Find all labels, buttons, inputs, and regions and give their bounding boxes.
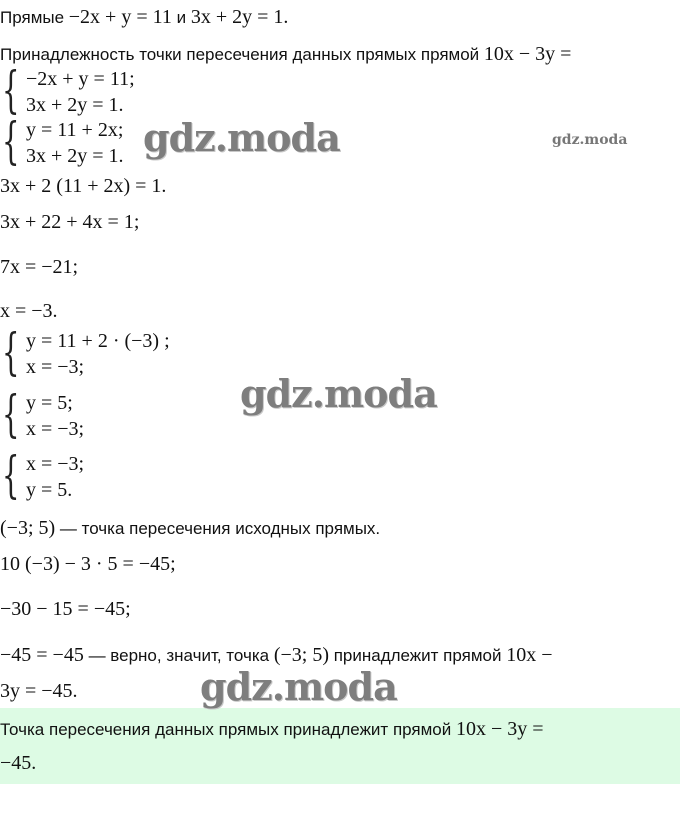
system-3-line-2: x = −3; [26,356,85,378]
brace-icon: { [2,446,20,504]
point-description: — точка пересечения исходных прямых. [55,519,381,538]
system-1-line-2: 3x + 2y = 1. [26,94,124,116]
system-2-line-2: 3x + 2y = 1. [26,145,124,167]
answer-equation-b: −45. [0,752,37,774]
step-solve-x: x = −3. [0,300,58,322]
verify-equation: −45 = −45 [0,644,84,666]
step-check-substitution: 10 (−3) − 3 · 5 = −45; [0,553,176,575]
answer-box [0,708,680,784]
problem-prefix: Прямые [0,8,69,27]
watermark-logo: gdz.moda [240,371,437,416]
verify-text-2: принадлежит прямой [328,646,507,665]
verify-coords: (−3; 5) [273,644,329,666]
brace-icon: { [2,112,20,170]
intersection-point-line [0,517,380,540]
step-combine: 7x = −21; [0,256,79,278]
answer-equation-a: 10x − 3y = [455,718,544,740]
watermark-logo-small: gdz.moda [552,132,628,148]
system-5 [0,446,300,504]
step-check-simplify: −30 − 15 = −45; [0,598,131,620]
step-substitution: 3x + 2 (11 + 2x) = 1. [0,175,167,197]
system-4-line-2: x = −3; [26,418,85,440]
system-1 [0,61,300,119]
problem-statement [0,6,288,29]
verify-line-equation-b: 3y = −45. [0,680,78,702]
verify-text-1: — верно, значит, точка [83,646,274,665]
answer-line-1 [0,718,544,741]
brace-icon: { [2,385,20,443]
system-2-line-1: y = 11 + 2x; [26,119,124,141]
verify-line-equation-a: 10x − [506,644,553,666]
step-expand: 3x + 22 + 4x = 1; [0,211,140,233]
system-1-line-1: −2x + y = 11; [26,68,135,90]
question-equation: 10x − 3y = [483,43,572,65]
system-5-line-1: x = −3; [26,453,85,475]
point-coords: (−3; 5) [0,517,56,539]
equation-2: 3x + 2y = 1. [190,6,289,28]
brace-icon: { [2,61,20,119]
system-5-line-2: y = 5. [26,479,73,501]
question-line [0,43,571,66]
system-3-line-1: y = 11 + 2 · (−3) ; [26,330,170,352]
watermark-logo: gdz.moda [200,664,397,709]
answer-text: Точка пересечения данных прямых принадлежит прямой [0,720,456,739]
system-4-line-1: y = 5; [26,392,73,414]
conjunction: и [171,8,191,27]
brace-icon: { [2,323,20,381]
question-text: Принадлежность точки пересечения данных прямых прямой [0,45,484,64]
watermark-logo: gdz.moda [143,115,340,160]
equation-1: −2x + y = 11 [68,6,172,28]
